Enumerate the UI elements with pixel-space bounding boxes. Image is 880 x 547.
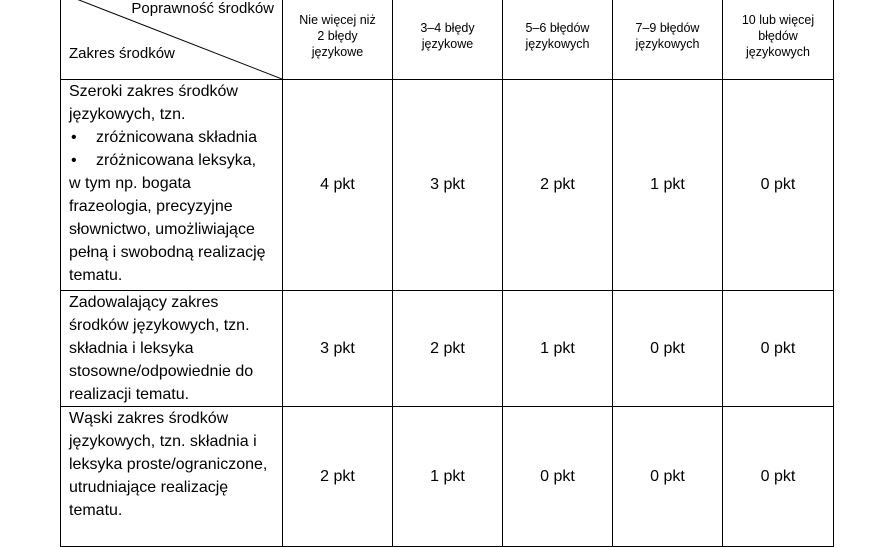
list-item: • zróżnicowana składnia [69, 126, 274, 149]
row-label-text: Wąski zakres środków językowych, tzn. składnia i leksyka proste/ograniczone, utrudniające realizację tematu. [69, 410, 268, 519]
row-label-continuation: w tym np. bogata frazeologia, precyzyjne słownictwo, umożliwiające pełną i swobodną realizację tematu. [69, 175, 266, 284]
column-header-0-2-errors: Nie więcej niż 2 błędy językowe [283, 0, 393, 80]
score-cell: 0 pkt [723, 407, 834, 547]
score-cell: 0 pkt [723, 80, 834, 291]
row-label-text: Zadowalający zakres środków językowych, tzn. składnia i leksyka stosowne/odpowiednie do realizacji tematu. [69, 294, 254, 403]
table-row-satisfactory-range [61, 291, 834, 407]
row-label-wide-range [61, 80, 283, 291]
score-cell: 2 pkt [503, 80, 613, 291]
grading-table [60, 0, 834, 547]
bullet-icon: • [71, 129, 77, 146]
table-row-narrow-range [61, 407, 834, 547]
column-header-7-9-errors: 7–9 błędów językowych [613, 0, 723, 80]
header-corner-cell [61, 0, 283, 80]
score-cell: 4 pkt [283, 80, 393, 291]
score-cell: 0 pkt [613, 407, 723, 547]
column-header-10-plus-errors: 10 lub więcej błędów językowych [723, 0, 834, 80]
table-row-wide-range [61, 80, 834, 291]
bullet-icon: • [71, 152, 77, 169]
score-cell: 0 pkt [723, 291, 834, 407]
score-cell: 0 pkt [613, 291, 723, 407]
column-header-3-4-errors: 3–4 błędy językowe [393, 0, 503, 80]
row-label-text: Szeroki zakres środków językowych, tzn. [69, 83, 238, 123]
header-row [61, 0, 834, 80]
score-cell: 0 pkt [503, 407, 613, 547]
row-label-satisfactory-range [61, 291, 283, 407]
range-axis-label: Zakres środków [69, 45, 175, 62]
score-cell: 2 pkt [393, 291, 503, 407]
score-cell: 1 pkt [613, 80, 723, 291]
correctness-axis-label: Poprawność środków [131, 0, 274, 17]
column-header-5-6-errors: 5–6 błędów językowych [503, 0, 613, 80]
list-item: • zróżnicowana leksyka, [69, 149, 274, 172]
bullet-list [69, 126, 274, 172]
score-cell: 3 pkt [283, 291, 393, 407]
score-cell: 2 pkt [283, 407, 393, 547]
score-cell: 3 pkt [393, 80, 503, 291]
score-cell: 1 pkt [503, 291, 613, 407]
score-cell: 1 pkt [393, 407, 503, 547]
row-label-narrow-range [61, 407, 283, 547]
